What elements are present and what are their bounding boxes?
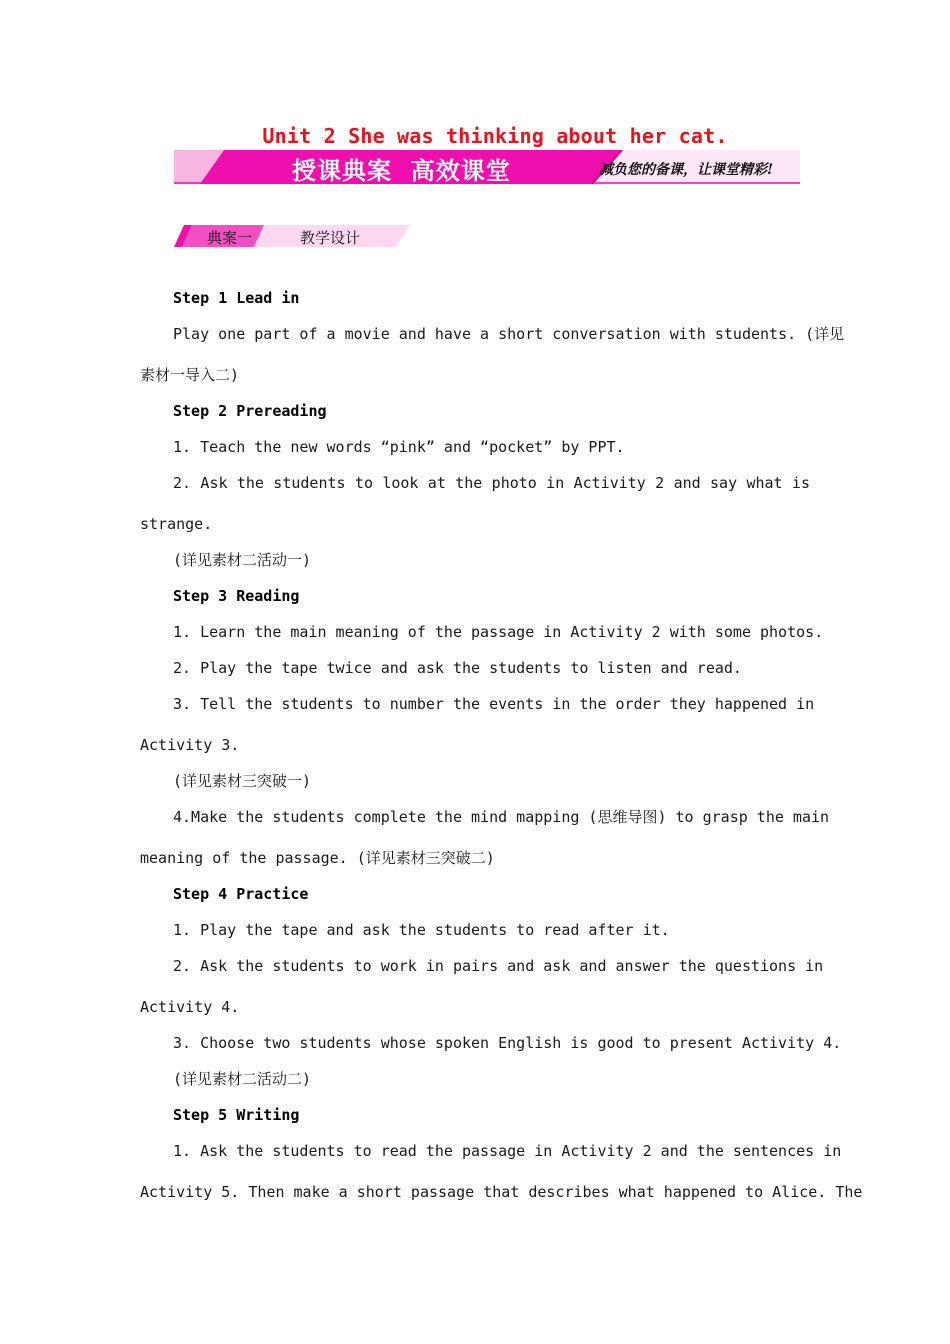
paragraph-line: Play one part of a movie and have a short conversation with students. (详见 — [173, 325, 845, 343]
paragraph-line: Activity 3. — [140, 736, 240, 754]
banner-slogan: 减负您的备课，让课堂精彩! — [599, 162, 774, 178]
paragraph-line: meaning of the passage. (详见素材三突破二) — [140, 849, 495, 867]
paragraph-line: Activity 5. Then make a short passage that describes what happened to Alice. The — [140, 1183, 863, 1201]
paragraph-line: 1. Ask the students to read the passage in Activity 2 and the sentences in — [173, 1142, 842, 1160]
paragraph-line: 3. Choose two students whose spoken English is good to present Activity 4. — [173, 1034, 842, 1052]
reference-note: (详见素材三突破一) — [173, 772, 312, 790]
banner-title: 授课典案 高效课堂 — [292, 157, 511, 185]
paragraph-line: 2. Ask the students to look at the photo in Activity 2 and say what is — [173, 474, 810, 492]
paragraph-line: 1. Learn the main meaning of the passage in Activity 2 with some photos. — [173, 623, 824, 641]
paragraph-line: 3. Tell the students to number the events in the order they happened in — [173, 695, 815, 713]
reference-note: (详见素材二活动二) — [173, 1070, 312, 1088]
section-tag-label: 典案一 — [207, 229, 253, 247]
paragraph-line: 2. Play the tape twice and ask the students to listen and read. — [173, 659, 742, 677]
paragraph-line: 1. Teach the new words “pink” and “pocket” by PPT. — [173, 438, 625, 456]
step-heading: Step 5 Writing — [173, 1106, 300, 1124]
step-heading: Step 4 Practice — [173, 885, 309, 903]
unit-title: Unit 2 She was thinking about her cat. — [262, 124, 728, 148]
step-heading: Step 3 Reading — [173, 587, 300, 605]
paragraph-line: 素材一导入二) — [140, 366, 240, 384]
step-heading: Step 1 Lead in — [173, 289, 300, 307]
step-heading: Step 2 Prereading — [173, 402, 327, 420]
section-title: 教学设计 — [300, 229, 361, 247]
paragraph-line: strange. — [140, 515, 213, 533]
reference-note: (详见素材二活动一) — [173, 551, 312, 569]
paragraph-line: 1. Play the tape and ask the students to read after it. — [173, 921, 670, 939]
paragraph-line: 4.Make the students complete the mind mapping (思维导图) to grasp the main — [173, 808, 830, 826]
paragraph-line: Activity 4. — [140, 998, 240, 1016]
paragraph-line: 2. Ask the students to work in pairs and ask and answer the questions in — [173, 957, 824, 975]
